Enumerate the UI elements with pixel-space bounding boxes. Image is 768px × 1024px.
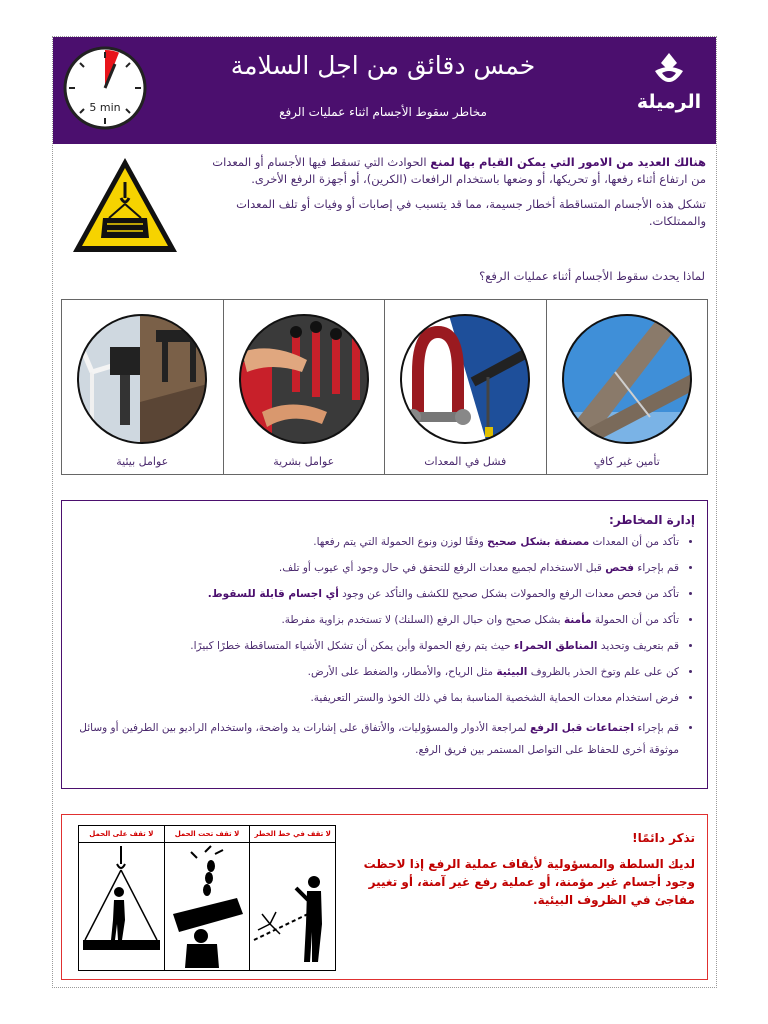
- company-logo: [635, 51, 703, 123]
- shackle-icon: [393, 312, 538, 447]
- reminder-title: تذكر دائمًا!: [632, 831, 695, 845]
- list-item: • قم بإجراء فحص قبل الاستخدام لجميع معدات الرفع للتحقق في حال وجود أي عيوب أو تلف.: [72, 561, 679, 575]
- safety-poster: [52, 36, 717, 988]
- line-of-fire-icon: [252, 844, 333, 970]
- logo-text: الرميلة: [636, 91, 702, 113]
- overhead-load-warning-icon: [69, 154, 181, 256]
- causes-strip: [61, 299, 708, 475]
- sign-line-of-fire: [250, 826, 335, 970]
- sign-label: لا تقف تحت الحمل: [165, 826, 250, 843]
- list-item: • فرض استخدام معدات الحماية الشخصية المناسبة بما في ذلك الخوذ والستر التعريفية.: [72, 691, 679, 705]
- list-item: • تأكد من فحص معدات الرفع والحمولات بشكل صحيح للكشف والتأكد عن وجود أي اجسام قابلة للسقوط.: [72, 587, 679, 601]
- prohibition-signs: [78, 825, 336, 971]
- under-load-icon: [167, 844, 248, 970]
- page-subtitle: مخاطر سقوط الأجسام اثناء عمليات الرفع: [279, 105, 487, 119]
- sign-label: لا تقف على الحمل: [79, 826, 164, 843]
- cause-label: عوامل بشرية: [273, 455, 335, 468]
- sign-stand-on-load: [79, 826, 165, 970]
- flame-leaf-icon: [635, 51, 703, 91]
- list-item: • تأكد من أن المعدات مصنفة بشكل صحيح وفقًا لوزن ونوع الحمولة التي يتم رفعها.: [72, 535, 679, 549]
- suspended-beam-icon: [555, 312, 700, 447]
- list-item: • قم بإجراء اجتماعات قبل الرفع لمراجعة الأدوار والمسؤوليات، والأتفاق على إشارات يد واضحة، واستخدام الراديو بين الطرفين أو وسائل موثوقة أخرى للحفاظ على التواصل المستمر بين فريق الرفع.: [72, 717, 679, 761]
- cause-environmental: [62, 300, 224, 474]
- intro-paragraph-1: [211, 154, 706, 188]
- risk-management-box: [61, 500, 708, 789]
- stand-on-load-icon: [81, 844, 162, 970]
- intro-paragraph-2: تشكل هذه الأجسام المتساقطة أخطار جسيمة، مما قد يتسبب في إصابات أو وفيات أو تلف المعدات والممتلكات.: [236, 197, 706, 228]
- header-band: [53, 37, 716, 144]
- reminder-text: لديك السلطة والمسؤولية لأيقاف عملية الرفع إذا لاحظت وجود أجسام غير مؤمنة، أو عملية رفع غير آمنة، أو تغيير مفاجئ في الظروف البيئية.: [363, 857, 695, 907]
- cause-label: تأمين غير كافٍ: [593, 455, 660, 468]
- list-item: • كن على علم وتوخ الحذر بالظروف البيئية مثل الرياح، والأمطار، والضغط على الأرض.: [72, 665, 679, 679]
- hands-controls-icon: [232, 312, 377, 447]
- intro-text: [211, 154, 706, 238]
- risk-list: [72, 535, 695, 773]
- list-item: • تأكد من أن الحمولة مأمنة بشكل صحيح وان حبال الرفع (السلنك) لا تستخدم بزاوية مفرطة.: [72, 613, 679, 627]
- sign-under-load: [165, 826, 251, 970]
- wind-turbine-icon: [70, 312, 215, 447]
- page-title: خمس دقائق من اجل السلامة: [230, 51, 536, 80]
- intro-lead-bold: هنالك العديد من الامور التي يمكن القيام بها لمنع: [430, 155, 706, 169]
- intro-lead-rest: الحوادث التي تسقط فيها الأجسام أو المعدات من ارتفاع أثناء رفعها، أو تحريكها، أو وضعها باستخدام الرافعات (الكرين)، أو أجهزة الرفع الأخرى.: [212, 155, 706, 186]
- cause-equipment: [385, 300, 547, 474]
- reminder-box: [61, 814, 708, 980]
- sign-label: لا تقف في خط الخطر: [250, 826, 335, 843]
- cause-insufficient-securing: [547, 300, 708, 474]
- risk-title: إدارة المخاطر:: [609, 513, 695, 527]
- cause-human: [224, 300, 386, 474]
- stopwatch-icon: [63, 46, 147, 130]
- cause-label: فشل في المعدات: [424, 455, 507, 468]
- timer-label: 5 min: [89, 101, 121, 114]
- intro-question: لماذا يحدث سقوط الأجسام أثناء عمليات الرفع؟: [479, 269, 705, 283]
- cause-label: عوامل بيئية: [116, 455, 169, 468]
- list-item: • قم بتعريف وتحديد المناطق الحمراء حيث يتم رفع الحمولة وأين يمكن أن تشكل الأشياء المتساقطة خطرًا كبيرًا.: [72, 639, 679, 653]
